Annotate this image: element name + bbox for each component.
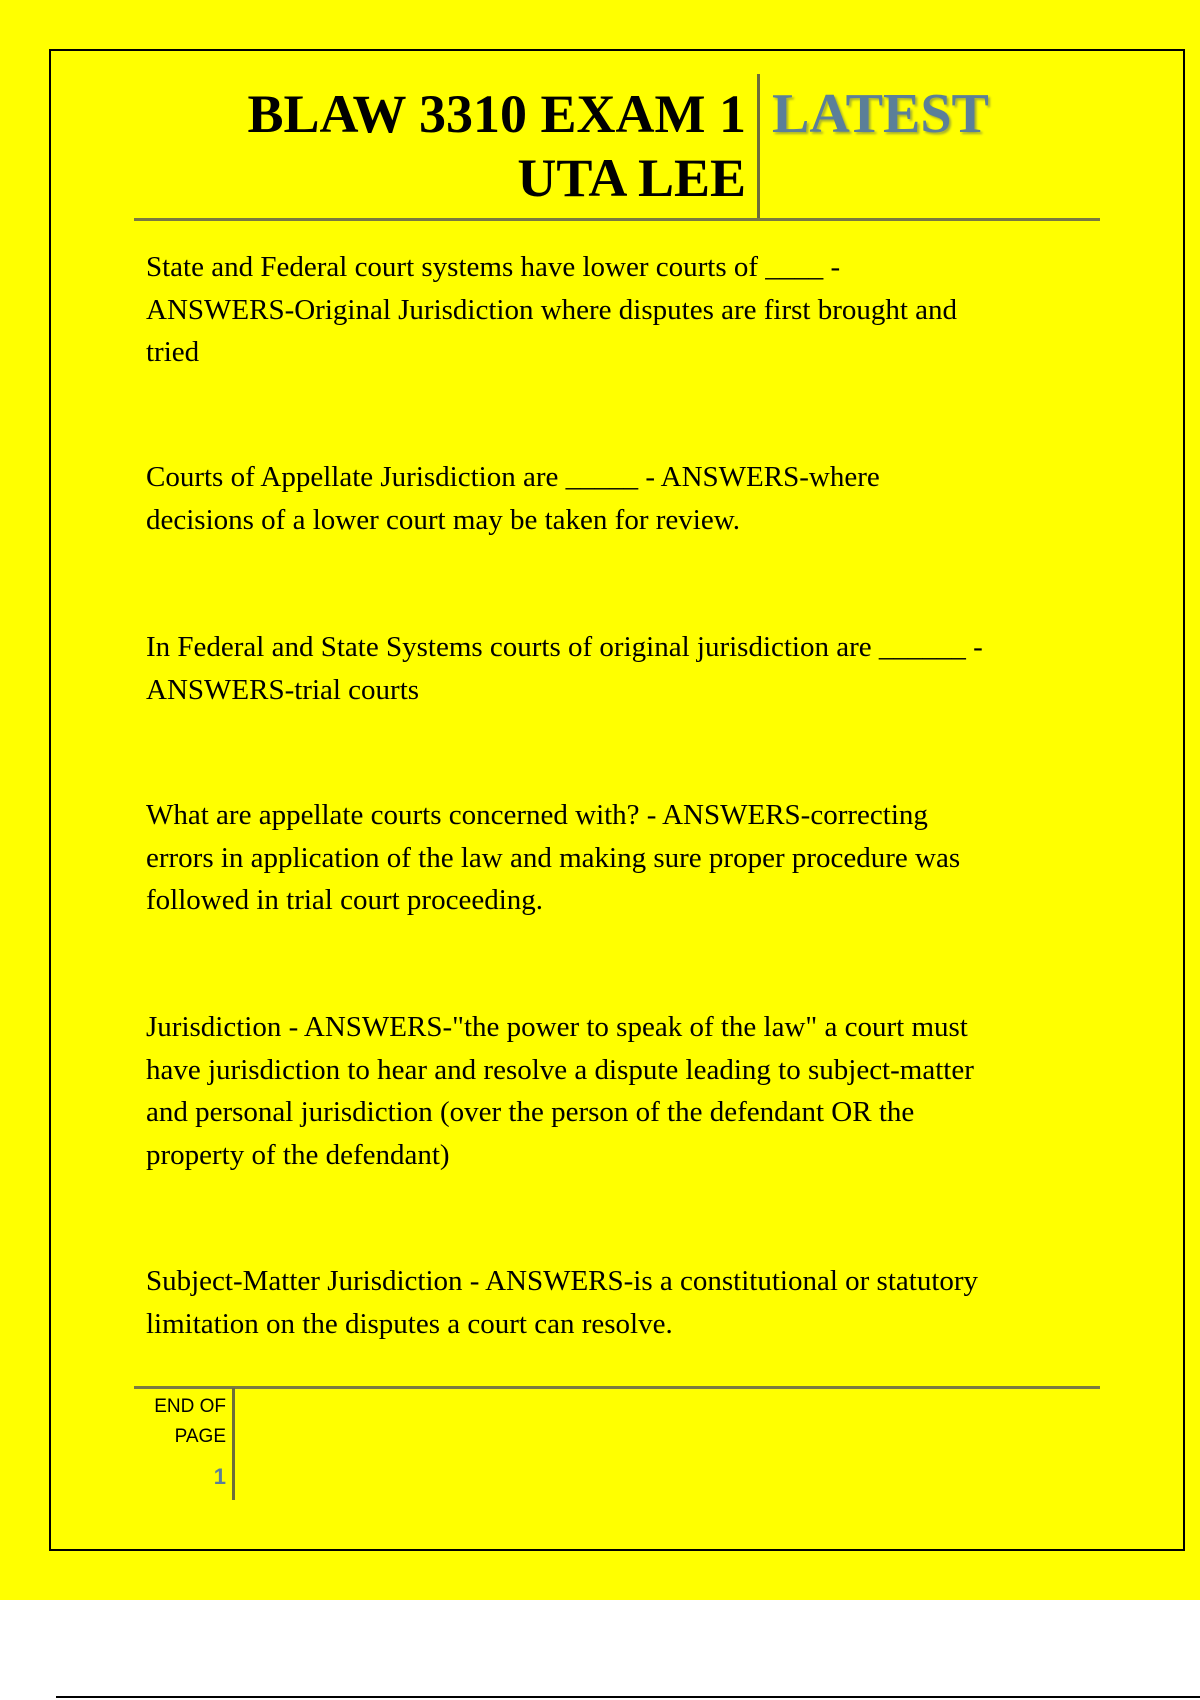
qa-item — [146, 626, 1086, 711]
qa-line: Courts of Appellate Jurisdiction are _____ - ANSWERS-where — [146, 461, 880, 493]
qa-line: State and Federal court systems have lower courts of ____ - — [146, 251, 841, 283]
latest-tag: LATEST — [772, 83, 989, 145]
qa-line: limitation on the disputes a court can resolve. — [146, 1307, 673, 1340]
footer-divider-vertical — [232, 1388, 235, 1500]
footer-label-line-1: END OF — [154, 1396, 226, 1417]
qa-line: property of the defendant) — [146, 1138, 450, 1171]
qa-line: decisions of a lower court may be taken for review. — [146, 503, 741, 536]
qa-line: have jurisdiction to hear and resolve a dispute leading to subject-matter — [146, 1053, 974, 1086]
qa-line: followed in trial court proceeding. — [146, 884, 544, 916]
footer-label — [140, 1392, 226, 1452]
qa-item — [146, 246, 1086, 374]
header-divider-vertical — [757, 74, 760, 218]
qa-item — [146, 1006, 1086, 1176]
qa-line: What are appellate courts concerned with? - ANSWERS-correcting — [146, 799, 928, 831]
qa-item — [146, 456, 1086, 541]
qa-line: Jurisdiction - ANSWERS-"the power to speak of the law" a court must — [146, 1011, 968, 1043]
page-title — [160, 82, 746, 210]
footer-divider-horizontal — [134, 1386, 1100, 1389]
page-title-line-2: UTA LEE — [517, 148, 746, 208]
footer-label-line-2: PAGE — [174, 1426, 226, 1447]
header-divider-horizontal — [134, 218, 1100, 221]
qa-line: errors in application of the law and making sure proper procedure was — [146, 841, 961, 874]
qa-line: ANSWERS-Original Jurisdiction where disputes are first brought and — [146, 293, 958, 326]
qa-line: ANSWERS-trial courts — [146, 673, 420, 706]
qa-line: Subject-Matter Jurisdiction - ANSWERS-is a constitutional or statutory — [146, 1265, 979, 1297]
qa-line: tried — [146, 336, 200, 368]
qa-line: and personal jurisdiction (over the person of the defendant OR the — [146, 1096, 915, 1128]
qa-item — [146, 1260, 1086, 1345]
page-number: 1 — [213, 1464, 226, 1489]
qa-line: In Federal and State Systems courts of original jurisdiction are ______ - — [146, 631, 983, 663]
bottom-divider — [56, 1696, 1200, 1698]
page-title-line-1: BLAW 3310 EXAM 1 — [247, 84, 746, 144]
qa-item — [146, 794, 1086, 922]
